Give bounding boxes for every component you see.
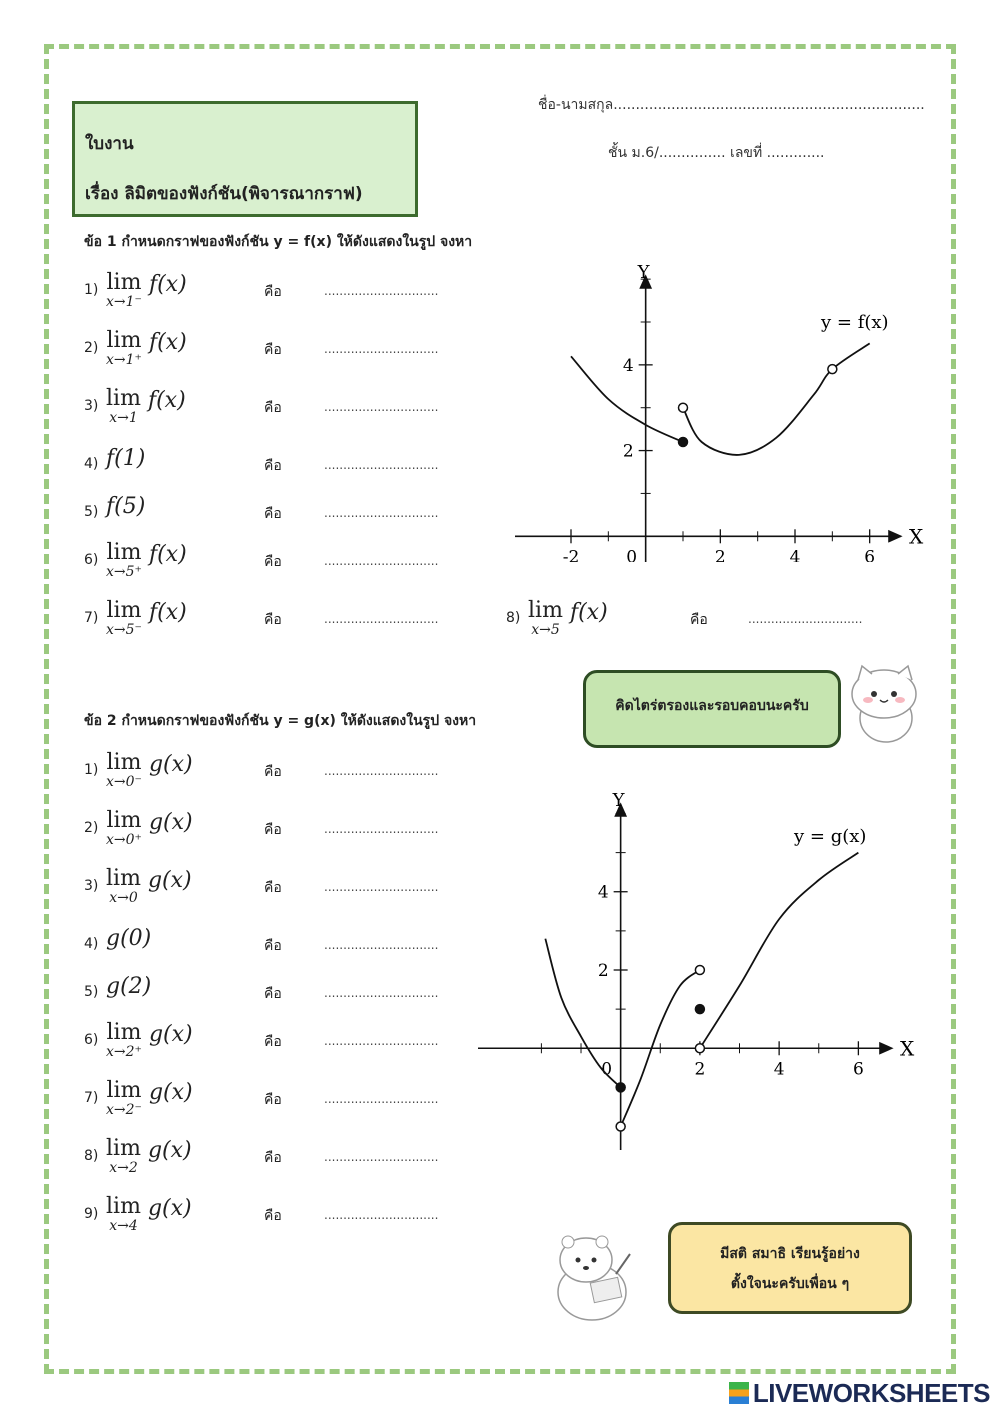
bear-icon (546, 1228, 642, 1324)
graph-f-filled-point (679, 438, 688, 447)
answer-label: คือ (264, 880, 282, 896)
math-expression (106, 494, 145, 519)
lim-operator (106, 1080, 142, 1117)
bubble-think-text: คิดไตร่ตรองและรอบคอบนะครับ (615, 698, 809, 714)
lim-operator (106, 1138, 141, 1175)
answer-blank[interactable]: .............................. (324, 938, 439, 952)
graph-f-x-tick-label: 2 (714, 547, 726, 562)
graph-f-open-point (679, 403, 688, 412)
lim-word: lim (106, 270, 142, 295)
graph-f-x-tick-label: 6 (864, 547, 876, 562)
answer-blank[interactable]: .............................. (324, 284, 439, 298)
lim-word: lim (106, 386, 141, 411)
graph-f-series-2 (683, 343, 870, 454)
lim-word: lim (106, 866, 141, 891)
graph-g-x-axis-label: X (900, 1036, 915, 1061)
lim-subscript: x→1 (109, 410, 138, 426)
item-number: 7) (84, 1090, 99, 1106)
item-number: 3) (84, 398, 99, 414)
item-number: 2) (84, 340, 99, 356)
answer-blank[interactable]: .............................. (324, 1208, 439, 1222)
item-number: 5) (84, 984, 99, 1000)
math-expression (106, 1196, 192, 1233)
item-number: 6) (84, 552, 99, 568)
lim-word: lim (106, 1194, 141, 1219)
graph-f-y-tick-label: 2 (622, 441, 634, 462)
function-expr: g(x) (148, 1022, 193, 1047)
answer-label: คือ (264, 764, 282, 780)
math-expression (106, 388, 186, 425)
math-expression (106, 974, 151, 999)
worksheet-label: ใบงาน (85, 134, 134, 154)
graph-g-x-tick-label: 6 (852, 1059, 864, 1080)
footer-brand-text: LIVEWORKSHEETS (752, 1378, 990, 1408)
graph-f (515, 262, 935, 562)
answer-blank[interactable]: .............................. (324, 400, 439, 414)
lim-operator (106, 272, 142, 309)
answer-blank[interactable]: .............................. (324, 458, 439, 472)
lim-operator (106, 330, 142, 367)
answer-label: คือ (690, 612, 708, 628)
function-expr: g(x) (148, 752, 193, 777)
lim-word: lim (528, 598, 563, 623)
answer-blank[interactable]: .............................. (324, 764, 439, 778)
answer-label: คือ (264, 822, 282, 838)
function-expr: f(x) (147, 388, 186, 413)
graph-f-y-tick-label: 4 (622, 355, 634, 376)
liveworksheets-icon (729, 1382, 749, 1404)
q1-item-5 (84, 494, 464, 534)
lim-operator (106, 868, 141, 905)
graph-g-curve-label: y = g(x) (794, 826, 867, 847)
answer-label: คือ (264, 342, 282, 358)
function-expr: g(x) (147, 1138, 192, 1163)
function-expr: g(x) (147, 1196, 192, 1221)
q2-item-8 (84, 1138, 464, 1178)
math-expression (528, 600, 608, 637)
lim-subscript: x→1⁻ (106, 294, 142, 310)
graph-g-y-axis-label: Y (612, 790, 625, 811)
answer-blank[interactable]: .............................. (324, 554, 439, 568)
function-expr: g(x) (147, 868, 192, 893)
answer-label: คือ (264, 986, 282, 1002)
math-expression (106, 600, 187, 637)
title-box (72, 101, 418, 217)
function-expr: f(5) (106, 494, 146, 519)
answer-label: คือ (264, 554, 282, 570)
answer-blank[interactable]: .............................. (324, 1034, 439, 1048)
answer-blank[interactable]: .............................. (324, 986, 439, 1000)
graph-f-open-point (828, 365, 837, 374)
answer-label: คือ (264, 458, 282, 474)
function-expr: g(0) (106, 926, 152, 951)
answer-blank[interactable]: .............................. (748, 612, 863, 626)
graph-g-y-tick-label: 2 (597, 961, 609, 981)
graph-g-filled-point (616, 1083, 625, 1092)
answer-blank[interactable]: .............................. (324, 506, 439, 520)
function-expr: f(1) (106, 446, 146, 471)
graph-g-open-point (695, 1044, 704, 1053)
graph-g-open-point (695, 966, 704, 975)
function-expr: f(x) (148, 330, 187, 355)
graph-g-x-tick-label: 4 (773, 1059, 785, 1080)
name-line[interactable]: ชื่อ-นามสกุล...................................................................... (538, 97, 925, 113)
speech-bubble-focus (668, 1222, 912, 1314)
lim-operator (106, 1196, 141, 1233)
q2-item-1 (84, 752, 464, 792)
bubble-focus-line1: มีสติ สมาธิ เรียนรู้อย่าง (720, 1246, 860, 1262)
lim-operator (106, 388, 141, 425)
graph-f-x-tick-label: 4 (789, 547, 801, 562)
item-number: 2) (84, 820, 99, 836)
lim-operator (106, 752, 142, 789)
math-expression (106, 810, 193, 847)
answer-label: คือ (264, 284, 282, 300)
lim-operator (106, 810, 142, 847)
item-number: 1) (84, 282, 99, 298)
function-expr: f(x) (569, 600, 608, 625)
graph-g-filled-point (695, 1005, 704, 1014)
answer-label: คือ (264, 1092, 282, 1108)
math-expression (106, 1138, 192, 1175)
graph-f-x-tick-label: 0 (626, 547, 638, 562)
answer-blank[interactable]: .............................. (324, 1150, 439, 1164)
answer-blank[interactable]: .............................. (324, 612, 439, 626)
graph-g-y-tick-label: 4 (597, 882, 609, 903)
lim-operator (528, 600, 563, 637)
graph-f-y-axis-label: Y (637, 262, 650, 283)
math-expression (106, 926, 151, 951)
answer-label: คือ (264, 1034, 282, 1050)
speech-bubble-think (583, 670, 841, 748)
graph-g-x-tick-label: 0 (601, 1059, 613, 1080)
lim-subscript: x→0 (109, 890, 138, 906)
math-expression (106, 330, 187, 367)
worksheet-topic: เรื่อง ลิมิตของฟังก์ชัน(พิจารณากราฟ) (85, 184, 363, 204)
function-expr: g(x) (148, 810, 193, 835)
lim-subscript: x→4 (109, 1218, 138, 1234)
lim-word: lim (106, 328, 142, 353)
math-expression (106, 752, 193, 789)
lim-subscript: x→2⁻ (106, 1102, 142, 1118)
q2-item-4 (84, 926, 464, 966)
item-number: 8) (506, 610, 521, 626)
lim-subscript: x→5⁻ (106, 622, 142, 638)
answer-blank[interactable]: .............................. (324, 822, 439, 836)
q1-item-4 (84, 446, 464, 486)
q2-item-7 (84, 1080, 464, 1120)
item-number: 1) (84, 762, 99, 778)
lim-subscript: x→5⁺ (106, 564, 142, 580)
q1-item-7 (84, 600, 464, 640)
answer-blank[interactable]: .............................. (324, 1092, 439, 1106)
function-expr: g(2) (106, 974, 152, 999)
function-expr: f(x) (148, 272, 187, 297)
lim-word: lim (106, 598, 142, 623)
q1-item-6 (84, 542, 464, 582)
lim-subscript: x→0⁻ (106, 774, 142, 790)
lim-operator (106, 542, 142, 579)
answer-label: คือ (264, 506, 282, 522)
item-number: 5) (84, 504, 99, 520)
lim-word: lim (106, 808, 142, 833)
item-number: 7) (84, 610, 99, 626)
q2-item-3 (84, 868, 464, 908)
lim-word: lim (106, 540, 142, 565)
math-expression (106, 1080, 193, 1117)
answer-label: คือ (264, 400, 282, 416)
q2-item-9 (84, 1196, 464, 1236)
graph-f-x-axis-label: X (909, 524, 924, 549)
lim-word: lim (106, 1136, 141, 1161)
liveworksheets-logo (729, 1378, 990, 1409)
lim-subscript: x→2⁺ (106, 1044, 142, 1060)
bubble-focus-line2: ตั้งใจนะครับเพื่อน ๆ (730, 1276, 850, 1292)
lim-subscript: x→1⁺ (106, 352, 142, 368)
question-2-heading: ข้อ 2 กำหนดกราฟของฟังก์ชัน y = g(x) ให้ดังแสดงในรูป จงหา (84, 713, 477, 729)
item-number: 3) (84, 878, 99, 894)
cat-icon (842, 662, 926, 748)
answer-blank[interactable]: .............................. (324, 880, 439, 894)
math-expression (106, 868, 192, 905)
graph-g-open-point (616, 1122, 625, 1131)
q1-item-2 (84, 330, 464, 370)
lim-subscript: x→5 (531, 622, 560, 638)
q1-item-1 (84, 272, 464, 312)
function-expr: f(x) (148, 542, 187, 567)
graph-f-x-tick-label: -2 (562, 547, 580, 562)
function-expr: g(x) (148, 1080, 193, 1105)
q1-item-8 (506, 600, 886, 640)
answer-label: คือ (264, 1208, 282, 1224)
function-expr: f(x) (148, 600, 187, 625)
lim-word: lim (106, 1020, 142, 1045)
class-line[interactable]: ชั้น ม.6/............... เลขที่ ............. (608, 145, 825, 161)
lim-subscript: x→0⁺ (106, 832, 142, 848)
q2-item-2 (84, 810, 464, 850)
graph-g (478, 790, 928, 1150)
lim-word: lim (106, 1078, 142, 1103)
math-expression (106, 542, 187, 579)
math-expression (106, 1022, 193, 1059)
lim-subscript: x→2 (109, 1160, 138, 1176)
lim-operator (106, 600, 142, 637)
lim-word: lim (106, 750, 142, 775)
answer-blank[interactable]: .............................. (324, 342, 439, 356)
q2-item-6 (84, 1022, 464, 1062)
item-number: 4) (84, 456, 99, 472)
q2-item-5 (84, 974, 464, 1014)
math-expression (106, 272, 187, 309)
lim-operator (106, 1022, 142, 1059)
graph-g-series-3 (700, 853, 858, 1049)
item-number: 4) (84, 936, 99, 952)
math-expression (106, 446, 145, 471)
item-number: 8) (84, 1148, 99, 1164)
item-number: 9) (84, 1206, 99, 1222)
answer-label: คือ (264, 612, 282, 628)
item-number: 6) (84, 1032, 99, 1048)
question-1-heading: ข้อ 1 กำหนดกราฟของฟังก์ชัน y = f(x) ให้ดังแสดงในรูป จงหา (84, 234, 473, 250)
answer-label: คือ (264, 1150, 282, 1166)
answer-label: คือ (264, 938, 282, 954)
q1-item-3 (84, 388, 464, 428)
graph-g-x-tick-label: 2 (694, 1059, 706, 1080)
graph-f-curve-label: y = f(x) (821, 312, 889, 333)
